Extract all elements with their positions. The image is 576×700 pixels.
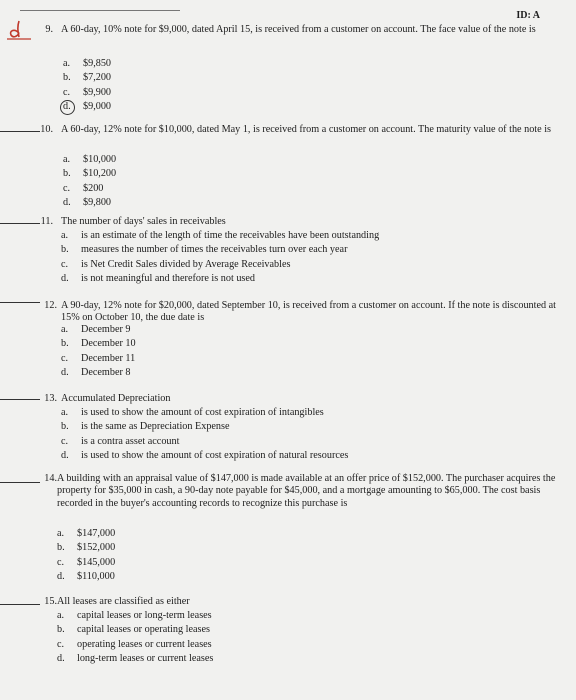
- option-d[interactable]: d. $9,000: [63, 101, 111, 115]
- option-d[interactable]: d. long-term leases or current leases: [57, 653, 214, 665]
- option-c[interactable]: c. $9,900: [63, 86, 112, 98]
- option-b[interactable]: b. $10,200: [63, 168, 117, 180]
- options-list: [63, 154, 116, 212]
- handwritten-d-mark: [5, 17, 31, 41]
- question-text: Accumulated Depreciation: [61, 393, 171, 404]
- option-d[interactable]: d. December 8: [61, 367, 131, 379]
- question-text: A building with an appraisal value of $147,000 is made available at an offer price of $152,000. The purchaser acquires the property for $35,000 in cash, a 90-day note payable for $45,000, and a mortgage amounting to $65,000. The cost basis recorded in the buyer's accounting records to recognize this purchase is: [57, 473, 556, 509]
- question-number: 9.: [45, 24, 53, 35]
- options-list: [61, 230, 379, 288]
- option-a[interactable]: a. is an estimate of the length of time the receivables have been outstanding: [61, 230, 380, 241]
- option-a[interactable]: a. $10,000: [63, 154, 117, 165]
- option-b[interactable]: b. measures the number of times the receivables turn over each year: [61, 244, 348, 256]
- question-number: 13.: [44, 393, 57, 404]
- question-number: 14.: [44, 473, 57, 484]
- option-c[interactable]: c. December 11: [61, 352, 136, 364]
- option-c[interactable]: c. is a contra asset account: [61, 435, 180, 447]
- question-number: 15.: [44, 596, 57, 607]
- option-c[interactable]: c. $145,000: [57, 556, 116, 568]
- option-b[interactable]: b. December 10: [61, 338, 136, 350]
- question-text: The number of days' sales in receivables: [61, 216, 226, 227]
- options-list: [57, 610, 213, 668]
- question-number: 12.: [44, 300, 57, 311]
- option-a[interactable]: a. December 9: [61, 324, 131, 335]
- option-c[interactable]: c. is Net Credit Sales divided by Average Receivables: [61, 258, 291, 270]
- option-c[interactable]: c. operating leases or current leases: [57, 638, 212, 650]
- option-a[interactable]: a. $147,000: [57, 528, 116, 539]
- options-list: [61, 324, 136, 382]
- option-d[interactable]: d. is used to show the amount of cost expiration of natural resources: [61, 450, 349, 462]
- question-number: 10.: [40, 124, 53, 135]
- question-text: A 90-day, 12% note for $20,000, dated September 10, is received from a customer on account. If the note is discounted at 15% on October 10, the due date is: [61, 300, 556, 324]
- question-text: A 60-day, 10% note for $9,000, dated April 15, is received from a customer on account. The face value of the note is: [61, 24, 536, 35]
- option-a[interactable]: a. $9,850: [63, 58, 112, 69]
- options-list: [57, 528, 115, 586]
- header-rule: [20, 10, 180, 11]
- option-a[interactable]: a. capital leases or long-term leases: [57, 610, 212, 621]
- option-d[interactable]: d. is not meaningful and therefore is not used: [61, 273, 255, 285]
- option-b[interactable]: b. $152,000: [57, 542, 116, 554]
- option-b[interactable]: b. is the same as Depreciation Expense: [61, 421, 230, 433]
- question-text: All leases are classified as either: [57, 596, 190, 607]
- options-list: [61, 407, 348, 465]
- options-list: [63, 58, 111, 116]
- option-a[interactable]: a. is used to show the amount of cost expiration of intangibles: [61, 407, 324, 418]
- option-d[interactable]: d. $9,800: [63, 197, 112, 209]
- option-b[interactable]: b. capital leases or operating leases: [57, 624, 210, 636]
- option-d[interactable]: d. $110,000: [57, 571, 115, 583]
- question-text: A 60-day, 12% note for $10,000, dated May 1, is received from a customer on account. The maturity value of the note is: [61, 124, 551, 135]
- option-b[interactable]: b. $7,200: [63, 72, 112, 84]
- option-c[interactable]: c. $200: [63, 182, 104, 194]
- question-number: 11.: [40, 216, 53, 227]
- id-label: ID: A: [516, 10, 540, 21]
